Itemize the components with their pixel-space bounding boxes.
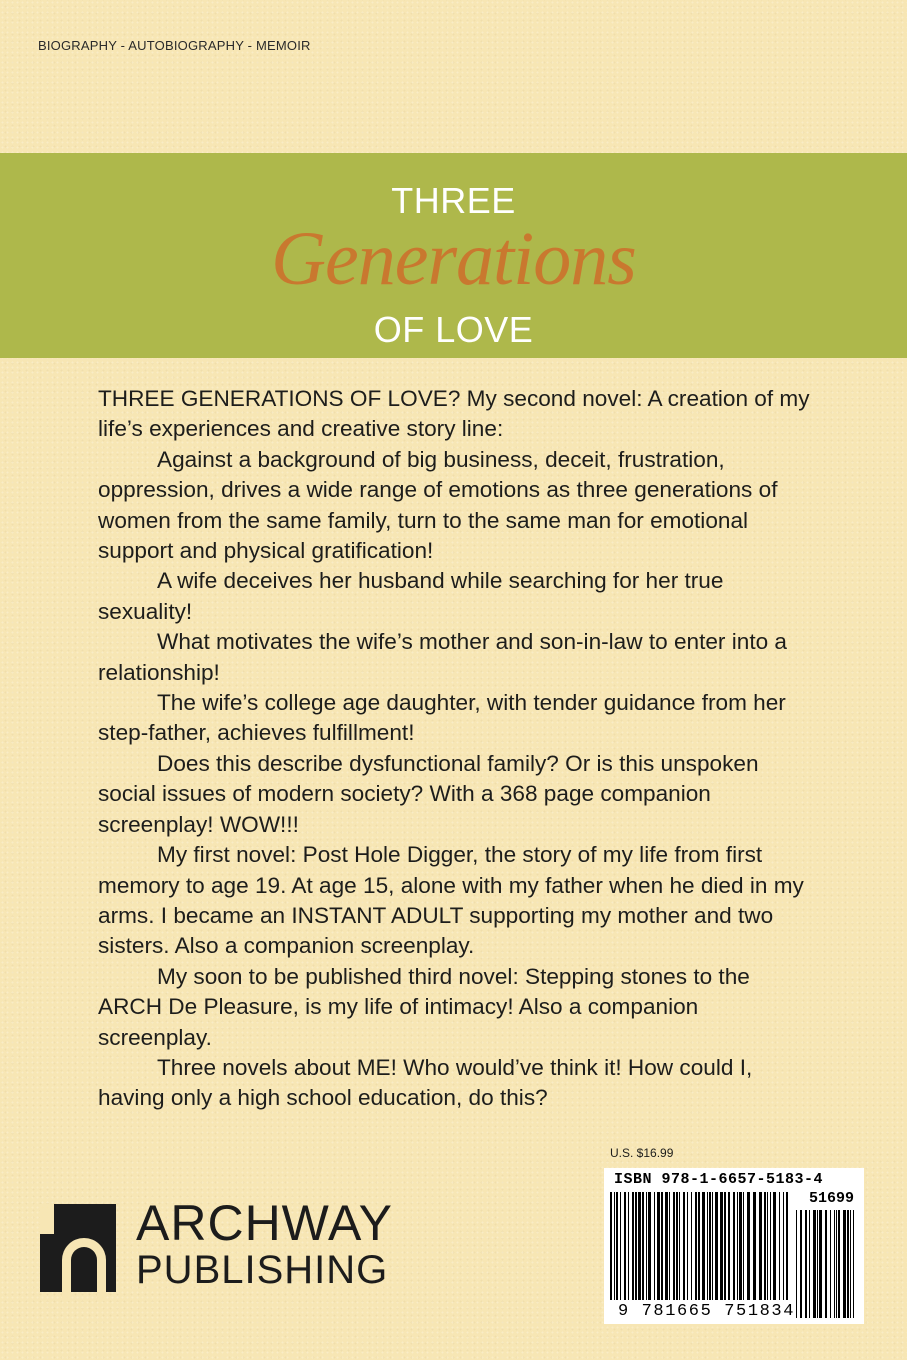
- blurb-paragraph: Against a background of big business, deceit, frustration, oppression, drives a wide range of emotions as three generations of women from the same family, turn to the same man for emotional support and physical gratification!: [98, 446, 778, 564]
- addon-number: 51699: [808, 1190, 854, 1207]
- publisher-logo: [40, 1195, 420, 1292]
- barcode-box: [604, 1168, 864, 1324]
- category-label: BIOGRAPHY - AUTOBIOGRAPHY - MEMOIR: [38, 38, 311, 53]
- blurb-paragraph: My first novel: Post Hole Digger, the story of my life from first memory to age 19. At age 15, alone with my father when he died in my arms. I became an INSTANT ADULT supporting my mother and two sisters. Also a companion screenplay.: [98, 842, 804, 959]
- blurb-paragraph: The wife’s college age daughter, with tender guidance from her step-father, achieves fulfillment!: [98, 690, 786, 746]
- isbn-text: ISBN 978-1-6657-5183-4: [614, 1171, 824, 1188]
- publisher-name: ARCHWAY: [136, 1195, 393, 1251]
- price-label: U.S. $16.99: [610, 1146, 674, 1160]
- title-generations: Generations: [271, 217, 636, 301]
- blurb-paragraph: A wife deceives her husband while searching for her true sexuality!: [98, 568, 724, 624]
- blurb-paragraph: Three novels about ME! Who would’ve think it! How could I, having only a high school education, do this?: [98, 1054, 753, 1111]
- publisher-subtitle: PUBLISHING: [136, 1248, 389, 1292]
- arch-logo-icon: [40, 1204, 116, 1292]
- blurb-paragraph: What motivates the wife’s mother and son-in-law to enter into a relationship!: [98, 629, 787, 685]
- blurb-paragraph: Does this describe dysfunctional family? Or is this unspoken social issues of modern society? With a 368 page companion screenplay! WOW!!!: [98, 750, 759, 837]
- title-of-love: OF LOVE: [373, 309, 534, 350]
- blurb: [98, 384, 813, 1114]
- title-three: THREE: [391, 180, 516, 221]
- blurb-paragraph: THREE GENERATIONS OF LOVE? My second novel: A creation of my life’s experiences and creative story line:: [98, 386, 810, 442]
- blurb-paragraph: My soon to be published third novel: Stepping stones to the ARCH De Pleasure, is my life of intimacy! Also a companion screenplay.: [98, 963, 750, 1050]
- ean-number: 9 781665 751834: [618, 1302, 796, 1321]
